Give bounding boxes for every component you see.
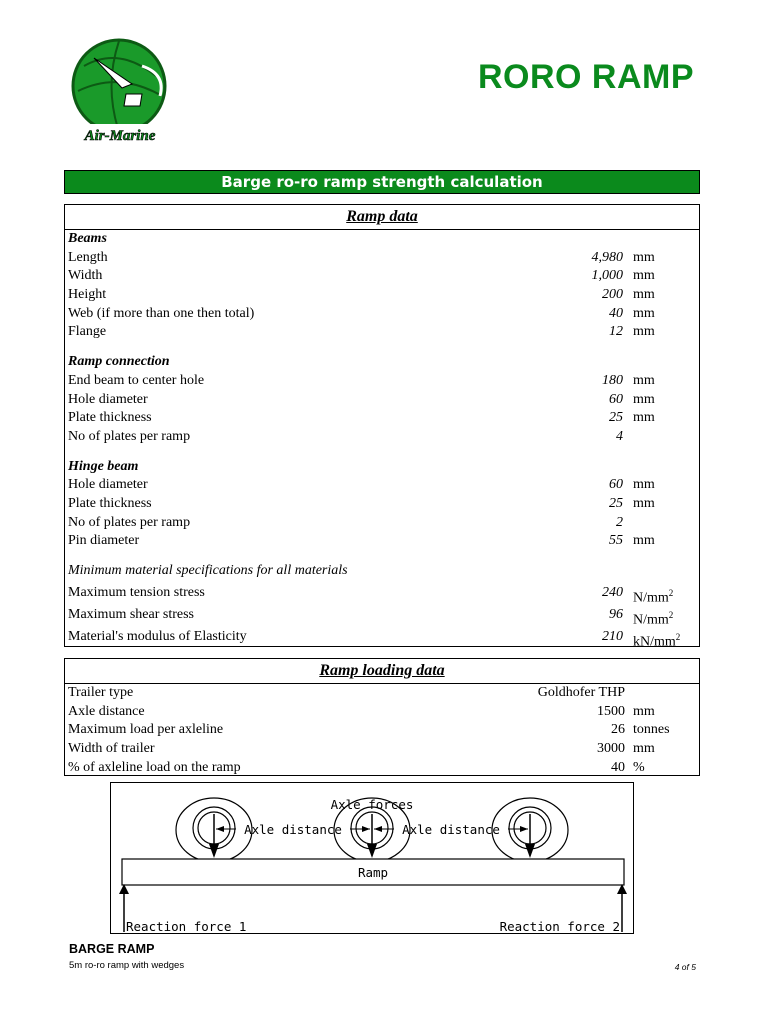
unit-text: N/mm xyxy=(633,612,669,628)
materials-note: Minimum material specifications for all materials xyxy=(68,563,348,578)
ramp-loading-box xyxy=(64,658,700,776)
data-row xyxy=(65,721,699,740)
row-value: 40 xyxy=(611,759,625,775)
row-label: Web (if more than one then total) xyxy=(68,305,255,321)
row-unit: mm xyxy=(633,249,655,265)
row-value: 200 xyxy=(602,287,623,303)
row-value: 12 xyxy=(609,324,623,340)
unit-sup: 2 xyxy=(675,631,681,642)
data-row xyxy=(65,409,699,428)
ramp-loading-heading: Ramp loading data xyxy=(65,659,699,684)
row-value: 26 xyxy=(611,722,625,738)
section-banner: Barge ro-ro ramp strength calculation xyxy=(64,170,700,194)
row-unit: mm xyxy=(633,305,655,321)
ramp-data-box xyxy=(64,204,700,650)
row-value: 96 xyxy=(609,606,623,622)
row-unit: mm xyxy=(633,268,655,284)
row-label: End beam to center hole xyxy=(68,372,205,388)
row-value: 40 xyxy=(609,305,623,321)
beams-heading-row xyxy=(65,230,699,249)
row-value: 25 xyxy=(609,495,623,511)
axle-distance-label-1: Axle distance xyxy=(244,822,342,837)
row-unit: mm xyxy=(633,703,655,719)
data-row xyxy=(65,703,699,722)
row-value: Goldhofer THP xyxy=(537,685,625,700)
hinge-heading-row xyxy=(65,458,699,477)
row-unit: mm xyxy=(633,391,655,407)
axle-force-diagram xyxy=(110,782,634,934)
row-label: Width of trailer xyxy=(68,741,155,757)
data-row xyxy=(65,323,699,342)
row-label: % of axleline load on the ramp xyxy=(68,759,241,775)
row-label: Material's modulus of Elasticity xyxy=(68,628,247,644)
unit-sup: 2 xyxy=(668,609,674,620)
row-value: 4,980 xyxy=(591,249,623,265)
connection-heading-row xyxy=(65,353,699,372)
row-label: Hole diameter xyxy=(68,477,148,493)
connection-heading: Ramp connection xyxy=(68,354,170,370)
data-row xyxy=(65,740,699,759)
row-label: Height xyxy=(68,287,107,303)
data-row xyxy=(65,684,699,703)
row-value: 180 xyxy=(602,372,623,388)
row-unit: mm xyxy=(633,495,655,511)
data-row xyxy=(65,476,699,495)
row-value: 4 xyxy=(616,428,623,444)
row-value: 3000 xyxy=(597,741,625,757)
data-row xyxy=(65,581,699,606)
row-label: Axle distance xyxy=(68,703,145,719)
row-value: 60 xyxy=(609,477,623,493)
data-row xyxy=(65,759,699,778)
beams-rows xyxy=(65,249,699,342)
reaction-force-2-label: Reaction force 2 xyxy=(499,919,620,934)
row-label: Width xyxy=(68,268,103,284)
row-unit: mm xyxy=(633,287,655,303)
air-marine-logo xyxy=(64,36,176,148)
row-unit: mm xyxy=(633,741,655,757)
reaction-force-1-label: Reaction force 1 xyxy=(126,919,247,934)
row-label: Length xyxy=(68,249,108,265)
data-row xyxy=(65,305,699,324)
footer-subtitle: 5m ro-ro ramp with wedges xyxy=(69,960,185,971)
row-label: Flange xyxy=(68,324,107,340)
page-title: RORO RAMP xyxy=(477,58,694,96)
row-value: 55 xyxy=(609,533,623,549)
unit-text: N/mm xyxy=(633,590,669,606)
row-unit xyxy=(633,625,680,655)
hinge-heading: Hinge beam xyxy=(68,458,139,474)
row-value: 240 xyxy=(602,584,623,600)
ramp-label: Ramp xyxy=(357,865,389,880)
page-number: 4 of 5 xyxy=(674,962,696,972)
unit-text: kN/mm xyxy=(633,634,676,650)
data-row xyxy=(65,286,699,305)
row-value: 210 xyxy=(602,628,623,644)
data-row xyxy=(65,428,699,447)
data-row xyxy=(65,249,699,268)
row-value: 1,000 xyxy=(591,268,623,284)
data-row xyxy=(65,495,699,514)
data-row xyxy=(65,391,699,410)
row-label: Pin diameter xyxy=(68,533,140,549)
data-row xyxy=(65,625,699,650)
row-label: Plate thickness xyxy=(68,410,152,426)
row-label: Maximum tension stress xyxy=(68,584,205,600)
axle-distance-label-2: Axle distance xyxy=(402,822,500,837)
materials-note-row xyxy=(65,562,699,581)
logo-text: Air-Marine xyxy=(84,128,156,144)
data-row xyxy=(65,267,699,286)
unit-sup: 2 xyxy=(668,587,674,598)
row-unit: mm xyxy=(633,533,655,549)
row-unit: tonnes xyxy=(633,722,670,738)
row-value: 1500 xyxy=(597,703,625,719)
row-unit: mm xyxy=(633,410,655,426)
row-label: Maximum load per axleline xyxy=(68,722,224,738)
data-row xyxy=(65,514,699,533)
row-label: No of plates per ramp xyxy=(68,428,191,444)
beams-heading: Beams xyxy=(68,231,107,246)
row-unit: mm xyxy=(633,477,655,493)
row-label: Trailer type xyxy=(68,685,134,700)
data-row xyxy=(65,603,699,628)
row-label: Plate thickness xyxy=(68,495,152,511)
axle-forces-label: Axle forces xyxy=(330,797,414,812)
row-label: No of plates per ramp xyxy=(68,514,191,530)
data-row xyxy=(65,372,699,391)
row-unit: mm xyxy=(633,372,655,388)
footer-title: BARGE RAMP xyxy=(69,942,155,956)
row-value: 60 xyxy=(609,391,623,407)
row-label: Hole diameter xyxy=(68,391,148,407)
row-unit: mm xyxy=(633,324,655,340)
ramp-data-heading: Ramp data xyxy=(65,205,699,230)
data-row xyxy=(65,532,699,551)
row-value: 25 xyxy=(609,410,623,426)
row-unit: % xyxy=(633,759,645,775)
row-label: Maximum shear stress xyxy=(68,606,194,622)
row-value: 2 xyxy=(616,514,623,530)
